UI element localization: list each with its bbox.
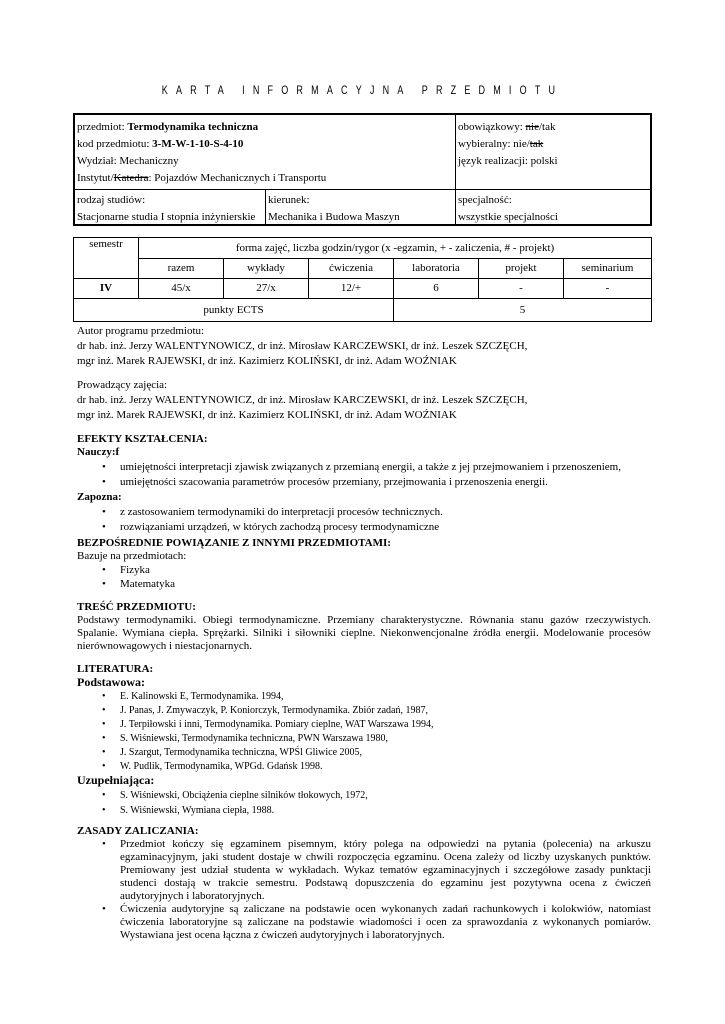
specjalnosc-value: wszystkie specjalności [458,211,558,223]
col-header-wyklady: wykłady [224,259,309,279]
value-projekt: - [479,279,564,299]
obowiazkowy-line [458,121,648,134]
wybieralny-label: wybieralny: nie/ [458,138,530,150]
autor-label: Autor programu przedmiotu: [77,325,205,337]
powiazanie-section [77,537,651,591]
prowadzacy-label: Prowadzący zajęcia: [77,379,168,391]
col-header-cwiczenia: ćwiczenia [309,259,394,279]
podstawowa-label: Podstawowa: [77,675,145,689]
wydzial-line: Wydział: Mechaniczny [77,155,179,167]
list-item: • S. Wiśniewski, Wymiana ciepła, 1988. [77,804,651,817]
list-item: • Przedmiot kończy się egzaminem pisemnym, który polega na odpowiedzi na pytania (polecenia) na arkuszu egzaminacyjnym, jaki student dostaje w chwili rozpoczęcia egzaminu. Ocena zależy od liczby uzyskanych punktów. Premiowany jest udział studenta w wykładach. Wykaz tematów egzaminacyjnych i szczegółowe zasady punktacji studenci dostają w trakcie semestru. Podstawą dopuszczenia do egzaminu jest pozytywna ocena z ćwiczeń audytoryjnych i laboratoryjnych. [77,838,651,903]
value-wyklady: 27/x [224,279,309,299]
zasady-list [77,838,651,942]
jezyk-line: język realizacji: polski [458,155,558,167]
list-item: • Matematyka [77,578,651,591]
nauczy-list [77,461,651,489]
ects-value: 5 [394,299,652,322]
obowiazkowy-rest: /tak [538,121,556,133]
prowadzacy-section [77,379,651,422]
semestr-header: semestr [74,238,139,279]
list-item: • J. Szargut, Termodynamika techniczna, WPŚl Gliwice 2005, [77,746,651,759]
rodzaj-label: rodzaj studiów: [77,194,146,206]
value-seminarium: - [564,279,652,299]
literatura-section [77,663,651,817]
obowiazkowy-strike: nie [525,121,539,133]
list-item: • z zastosowaniem termodynamiki do interpretacji procesów technicznych. [77,506,651,519]
instytut-rest: : Pojazdów Mechanicznych i Transportu [148,172,327,184]
value-cwiczenia: 12/+ [309,279,394,299]
kod-label: kod przedmiotu: [77,138,153,150]
list-item: • umiejętności interpretacji zjawisk związanych z przemianą energii, a także z jej przejmowaniem i przenoszeniem, [77,461,651,474]
document-title: KARTA INFORMACYJNA PRZEDMIOTU [161,83,564,97]
rodzaj-value: Stacjonarne studia I stopnia inżynierskie [77,211,256,223]
zasady-section [77,825,651,942]
list-item: • W. Pudlik, Termodynamika, WPGd. Gdańsk 1998. [77,760,651,773]
tresc-header: TREŚĆ PRZEDMIOTU: [77,601,196,613]
instytut-strike: Katedra [113,172,149,184]
powiazanie-intro: Bazuje na przedmiotach: [77,550,187,562]
zasady-header: ZASADY ZALICZANIA: [77,825,199,837]
powiazanie-header: BEZPOŚREDNIE POWIĄZANIE Z INNYMI PRZEDMIOTAMI: [77,537,391,549]
list-item: • rozwiązaniami urządzeń, w których zachodzą procesy termodynamiczne [77,521,651,534]
autor-line-1: dr hab. inż. Jerzy WALENTYNOWICZ, dr inż. Mirosław KARCZEWSKI, dr inż. Leszek SZCZĘCH, [77,340,528,352]
przedmiot-value: Termodynamika techniczna [127,121,259,133]
hours-table [73,237,652,322]
course-info-cell [74,114,456,190]
uzupelniajaca-label: Uzupełniająca: [77,773,155,787]
kierunek-value: Mechanika i Budowa Maszyn [268,211,400,223]
specjalnosc-label: specjalność: [458,194,512,206]
value-laboratoria: 6 [394,279,479,299]
value-razem: 45/x [139,279,224,299]
course-info-table [73,113,652,226]
col-header-laboratoria: laboratoria [394,259,479,279]
course-type-cell [456,114,652,190]
wybieralny-line [458,138,648,151]
kierunek-label: kierunek: [268,194,310,206]
efekty-section [77,433,651,534]
wybieralny-strike: tak [529,138,544,150]
prowadzacy-line-1: dr hab. inż. Jerzy WALENTYNOWICZ, dr inż. Mirosław KARCZEWSKI, dr inż. Leszek SZCZĘCH, [77,394,528,406]
powiazanie-list [77,564,651,591]
list-item: • J. Panas, J. Zmywaczyk, P. Koniorczyk, Termodynamika. Zbiór zadań, 1987, [77,704,651,717]
efekty-header: EFEKTY KSZTAŁCENIA: [77,433,208,445]
zapozna-list [77,506,651,534]
przedmiot-label: przedmiot: [77,121,128,133]
specjalnosc-cell [456,190,652,226]
prowadzacy-line-2: mgr inż. Marek RAJEWSKI, dr inż. Kazimierz KOLIŃSKI, dr inż. Adam WOŹNIAK [77,409,457,421]
tresc-section [77,601,651,653]
ects-label: punkty ECTS [74,299,394,322]
podstawowa-list [77,690,651,773]
list-item: • Fizyka [77,564,651,577]
kierunek-cell [266,190,456,226]
instytut-line [77,172,453,185]
obowiazkowy-label: obowiązkowy: [458,121,526,133]
col-header-seminarium: seminarium [564,259,652,279]
kod-line [77,138,453,151]
zapozna-label: Zapozna: [77,491,122,503]
instytut-label: Instytut/ [77,172,114,184]
rodzaj-cell [74,190,266,226]
semestr-value: IV [74,279,139,299]
list-item: • Ćwiczenia audytoryjne są zaliczane na podstawie ocen wykonanych zadań rachunkowych i kolokwiów, natomiast ćwiczenia laboratoryjne są zaliczane na podstawie wiadomości i ocen za sprawozdania z wykonanych pomiarów. Wystawiana jest ocena łączna z ćwiczeń audytoryjnych i laboratoryjnych. [77,903,651,942]
list-item: • S. Wiśniewski, Obciążenia cieplne silników tłokowych, 1972, [77,789,651,802]
kod-value: 3-M-W-1-10-S-4-10 [152,138,244,150]
forma-header: forma zajęć, liczba godzin/rygor (x -egzamin, + - zaliczenia, # - projekt) [139,238,652,259]
literatura-header: LITERATURA: [77,663,154,675]
nauczy-label: Nauczy:f [77,446,120,458]
list-item: • J. Terpiłowski i inni, Termodynamika. Pomiary cieplne, WAT Warszawa 1994, [77,718,651,731]
autor-section [77,325,651,368]
autor-line-2: mgr inż. Marek RAJEWSKI, dr inż. Kazimierz KOLIŃSKI, dr inż. Adam WOŹNIAK [77,355,457,367]
tresc-text: Podstawy termodynamiki. Obiegi termodynamiczne. Przemiany charakterystyczne. Równania stanu gazów rzeczywistych. Spalanie. Wymiana ciepła. Sprężarki. Silniki i siłowniki cieplne. Niekonwencjonalne źródła energii. Modelowanie procesów nierównowagowych i niestacjonarnych. [77,614,651,652]
col-header-projekt: projekt [479,259,564,279]
przedmiot-line [77,121,453,134]
list-item: • umiejętności szacowania parametrów procesów przemiany, przejmowania i przenoszenia energii. [77,476,651,489]
col-header-razem: razem [139,259,224,279]
list-item: • E. Kalinowski E, Termodynamika. 1994, [77,690,651,703]
list-item: • S. Wiśniewski, Termodynamika techniczna, PWN Warszawa 1980, [77,732,651,745]
uzupelniajaca-list [77,789,651,817]
